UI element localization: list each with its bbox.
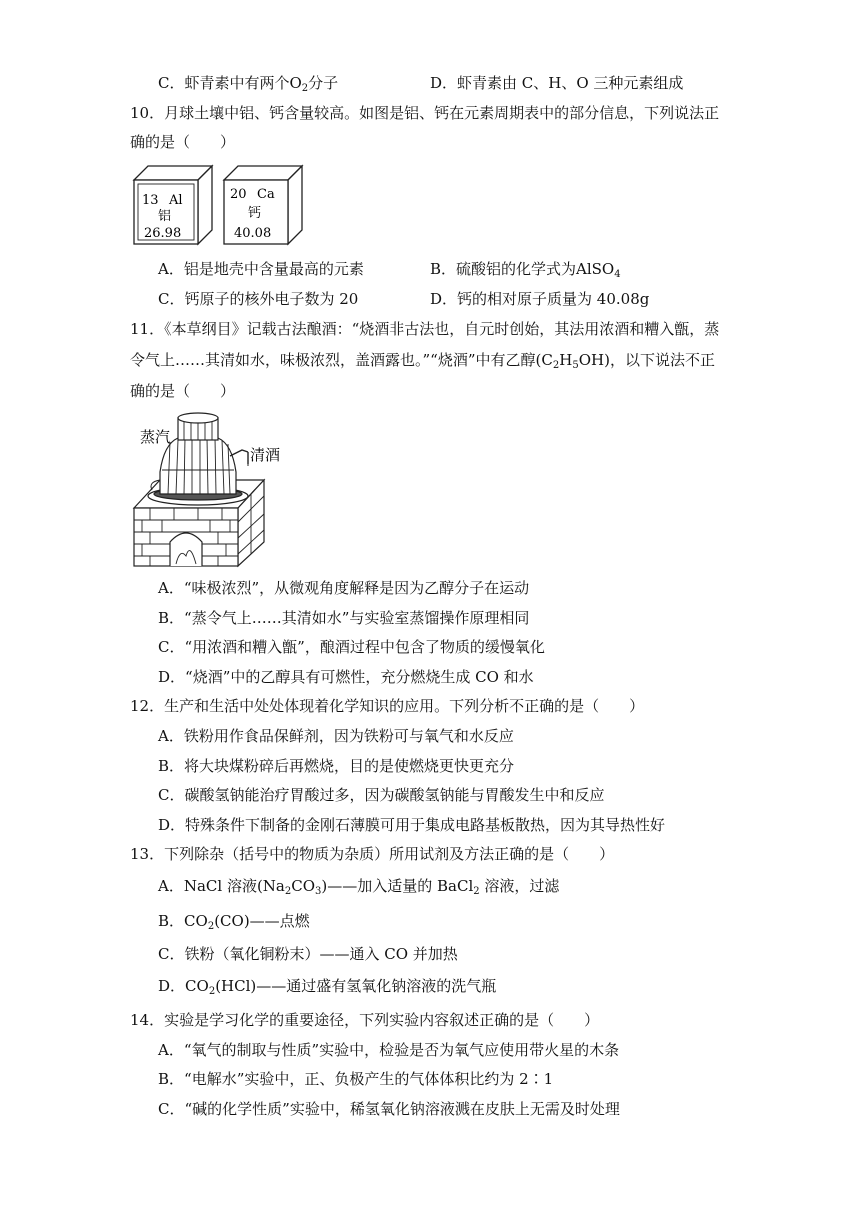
ca-name: 钙 — [248, 206, 262, 221]
q11-option-b: B．“蒸令气上……其清如水”与实验室蒸馏操作原理相同 — [158, 609, 530, 627]
aluminum-tile — [134, 166, 212, 244]
al-mass: 26.98 — [144, 226, 182, 241]
q10-option-a: A．铝是地壳中含量最高的元素 — [158, 260, 364, 278]
steam-label: 蒸汽 — [140, 428, 171, 446]
al-atomic-number: 13 — [142, 193, 159, 208]
q12-option-d: D．特殊条件下制备的金刚石薄膜可用于集成电路基板散热，因为其导热性好 — [158, 816, 666, 834]
q11-option-a: A．“味极浓烈”，从微观角度解释是因为乙醇分子在运动 — [158, 579, 530, 597]
ca-atomic-number: 20 — [230, 187, 247, 202]
q12-option-b: B．将大块煤粉碎后再燃烧，目的是使燃烧更快更充分 — [158, 757, 515, 775]
q12-option-c: C．碳酸氢钠能治疗胃酸过多，因为碳酸氢钠能与胃酸发生中和反应 — [158, 786, 605, 804]
ca-mass: 40.08 — [234, 226, 272, 241]
q10-stem-line2: 确的是（ ） — [130, 133, 236, 151]
q14-option-c: C．“碱的化学性质”实验中，稀氢氧化钠溶液溅在皮肤上无需及时处理 — [158, 1100, 620, 1118]
q10-option-b: B．硫酸铝的化学式为AlSO$_4$ — [430, 260, 621, 280]
q10-stem-line1: 10．月球土壤中铝、钙含量较高。如图是铝、钙在元素周期表中的部分信息，下列说法正 — [130, 104, 720, 122]
periodic-table-figure — [130, 158, 320, 246]
liquor-label: 清酒 — [250, 446, 281, 464]
distillation-figure — [130, 410, 290, 570]
q11-stem-line1: 11．《本草纲目》记载古法酿酒：“烧酒非古法也，自元时创始，其法用浓酒和糟入甑，蒸 — [130, 320, 720, 338]
q11-option-c: C．“用浓酒和糟入甑”，酿酒过程中包含了物质的缓慢氧化 — [158, 638, 545, 656]
q12-stem: 12．生产和生活中处处体现着化学知识的应用。下列分析不正确的是（ ） — [130, 697, 645, 715]
ca-symbol: Ca — [257, 187, 275, 202]
ethanol-formula: $(C_2H_5OH)$ — [535, 351, 610, 371]
q13-option-c: C．铁粉（氧化铜粉末）——通入 CO 并加热 — [158, 945, 458, 963]
q10-option-d: D．钙的相对原子质量为 40.08g — [430, 290, 650, 308]
q9-option-c: C．虾青素中有两个$O_2$分子 — [158, 74, 339, 94]
q13-option-b: B．$CO_2(CO)——$点燃 — [158, 912, 310, 932]
q14-stem: 14．实验是学习化学的重要途径，下列实验内容叙述正确的是（ ） — [130, 1011, 600, 1029]
al-symbol: Al — [169, 193, 183, 208]
q11-stem-line3: 确的是（ ） — [130, 382, 236, 400]
q12-option-a: A．铁粉用作食品保鲜剂，因为铁粉可与氧气和水反应 — [158, 727, 514, 745]
al-name: 铝 — [158, 209, 172, 224]
q11-option-d: D．“烧酒”中的乙醇具有可燃性，充分燃烧生成 CO 和水 — [158, 668, 534, 686]
calcium-tile — [224, 166, 302, 244]
q11-stem-line2: 令气上……其清如水，味极浓烈，盖酒露也。”“烧酒”中有乙醇$(C_2H_5OH)$，以下说法不正 — [130, 351, 715, 371]
q13-stem: 13．下列除杂（括号中的物质为杂质）所用试剂及方法正确的是（ ） — [130, 845, 615, 863]
q10-option-c: C．钙原子的核外电子数为 20 — [158, 290, 359, 308]
q14-option-a: A．“氧气的制取与性质”实验中，检验是否为氧气应使用带火星的木条 — [158, 1041, 620, 1059]
q13-option-d: D．$CO_2(HCl)——$通过盛有氢氧化钠溶液的洗气瓶 — [158, 977, 497, 997]
q14-option-b: B．“电解水”实验中，正、负极产生的气体体积比约为 2∶1 — [158, 1070, 554, 1088]
q13-option-a: A．NaCl 溶液$(Na_2CO_3)——$加入适量的 BaCl$_2$ 溶液，过滤 — [158, 877, 560, 897]
q9-option-d: D．虾青素由 C、H、O 三种元素组成 — [430, 74, 684, 92]
